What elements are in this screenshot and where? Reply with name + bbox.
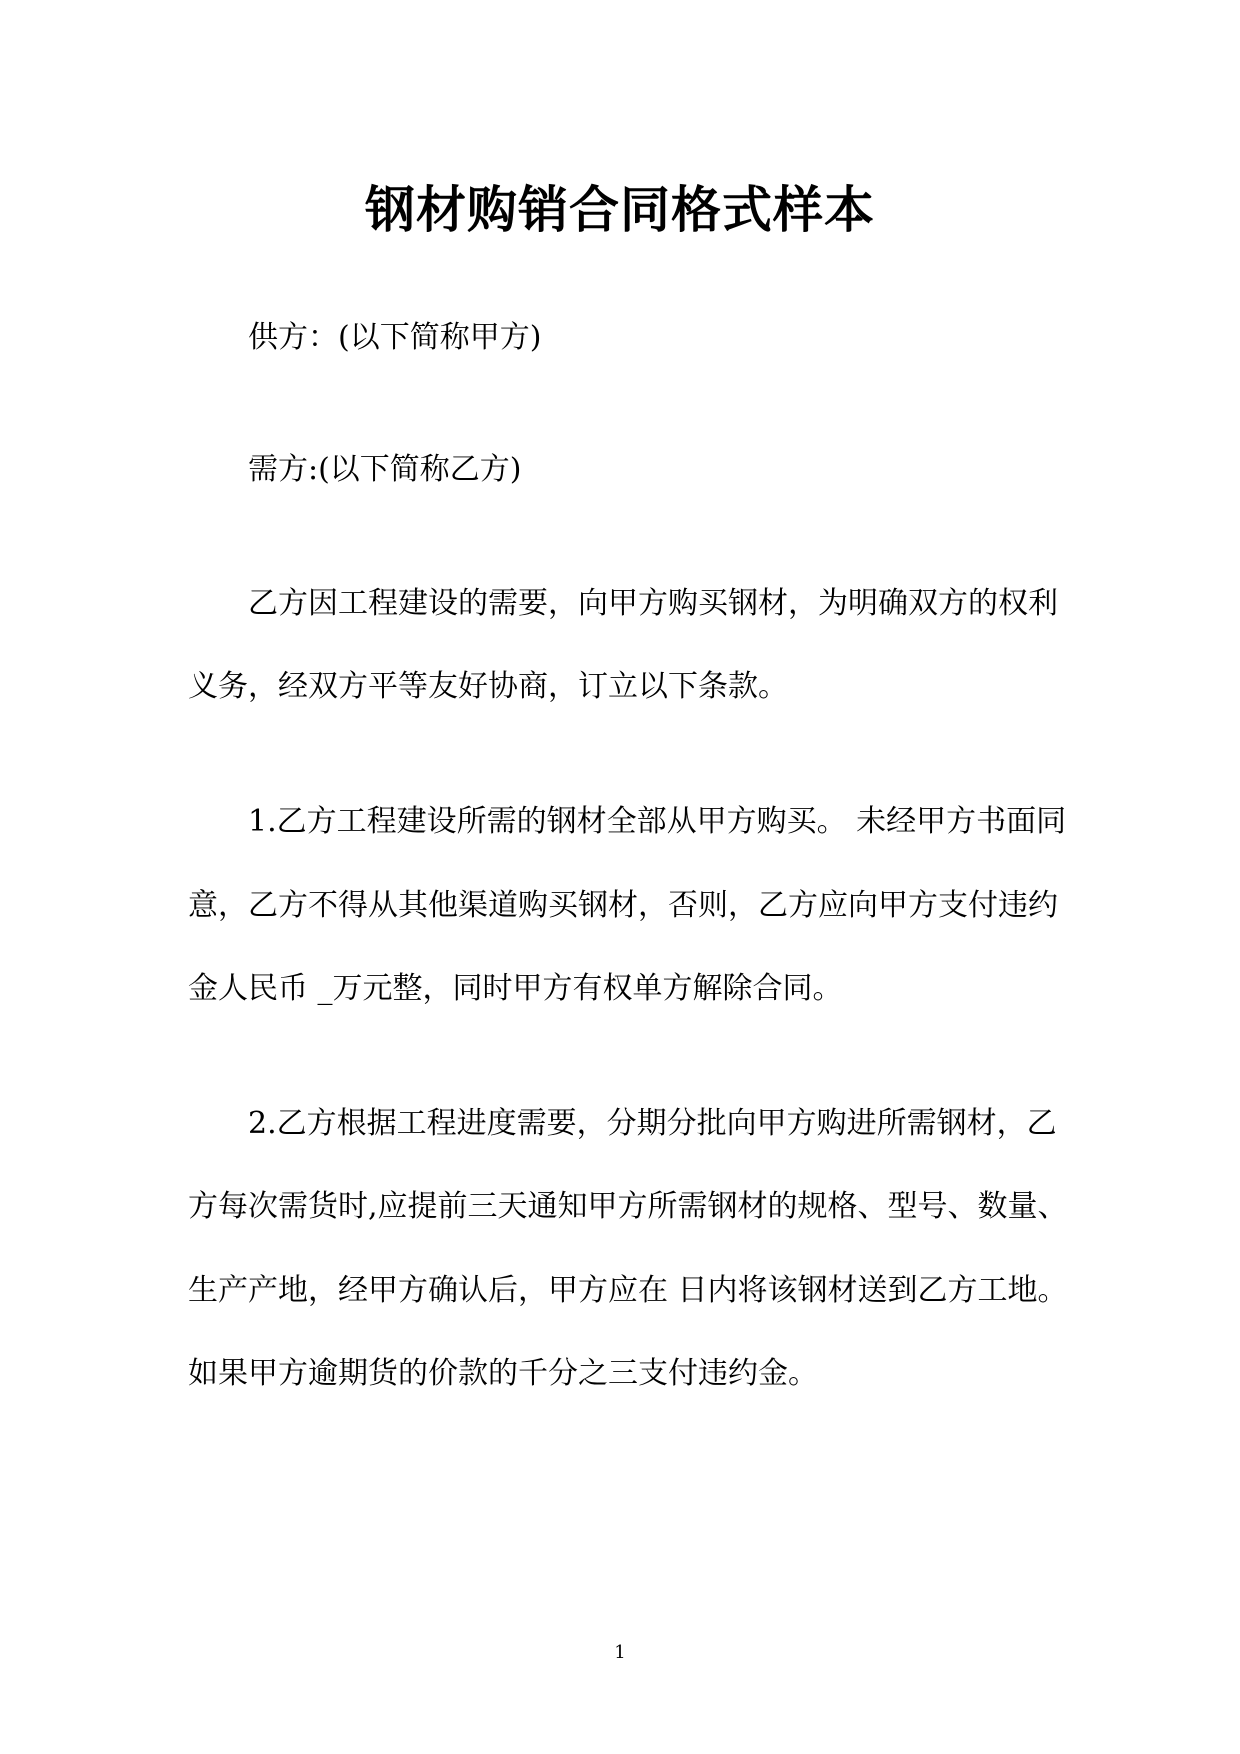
document-title: 钢材购销合同格式样本 <box>365 181 875 239</box>
page-number: 1 <box>614 1642 626 1663</box>
intro-line-2: 义务，经双方平等友好协商，订立以下条款。 <box>188 669 788 704</box>
clause-2-line-3: 生产产地，经甲方确认后，甲方应在 日内将该钢材送到乙方工地。 <box>188 1273 1068 1308</box>
clause-2-line-2: 方每次需货时,应提前三天通知甲方所需钢材的规格、型号、数量、 <box>188 1189 1068 1224</box>
clause-2-line-1: 2.乙方根据工程进度需要，分期分批向甲方购进所需钢材，乙 <box>248 1106 1057 1141</box>
buyer-line: 需方:(以下简称乙方) <box>248 452 522 487</box>
intro-line-1: 乙方因工程建设的需要，向甲方购买钢材，为明确双方的权利 <box>248 586 1058 621</box>
supplier-line: 供方：(以下简称甲方) <box>248 320 542 355</box>
clause-1-line-1: 1.乙方工程建设所需的钢材全部从甲方购买。 未经甲方书面同 <box>248 804 1067 839</box>
clause-1-line-3: 金人民币 _万元整，同时甲方有权单方解除合同。 <box>188 971 843 1006</box>
clause-1-line-2: 意，乙方不得从其他渠道购买钢材，否则，乙方应向甲方支付违约 <box>188 888 1058 923</box>
clause-2-line-4: 如果甲方逾期货的价款的千分之三支付违约金。 <box>188 1356 818 1391</box>
